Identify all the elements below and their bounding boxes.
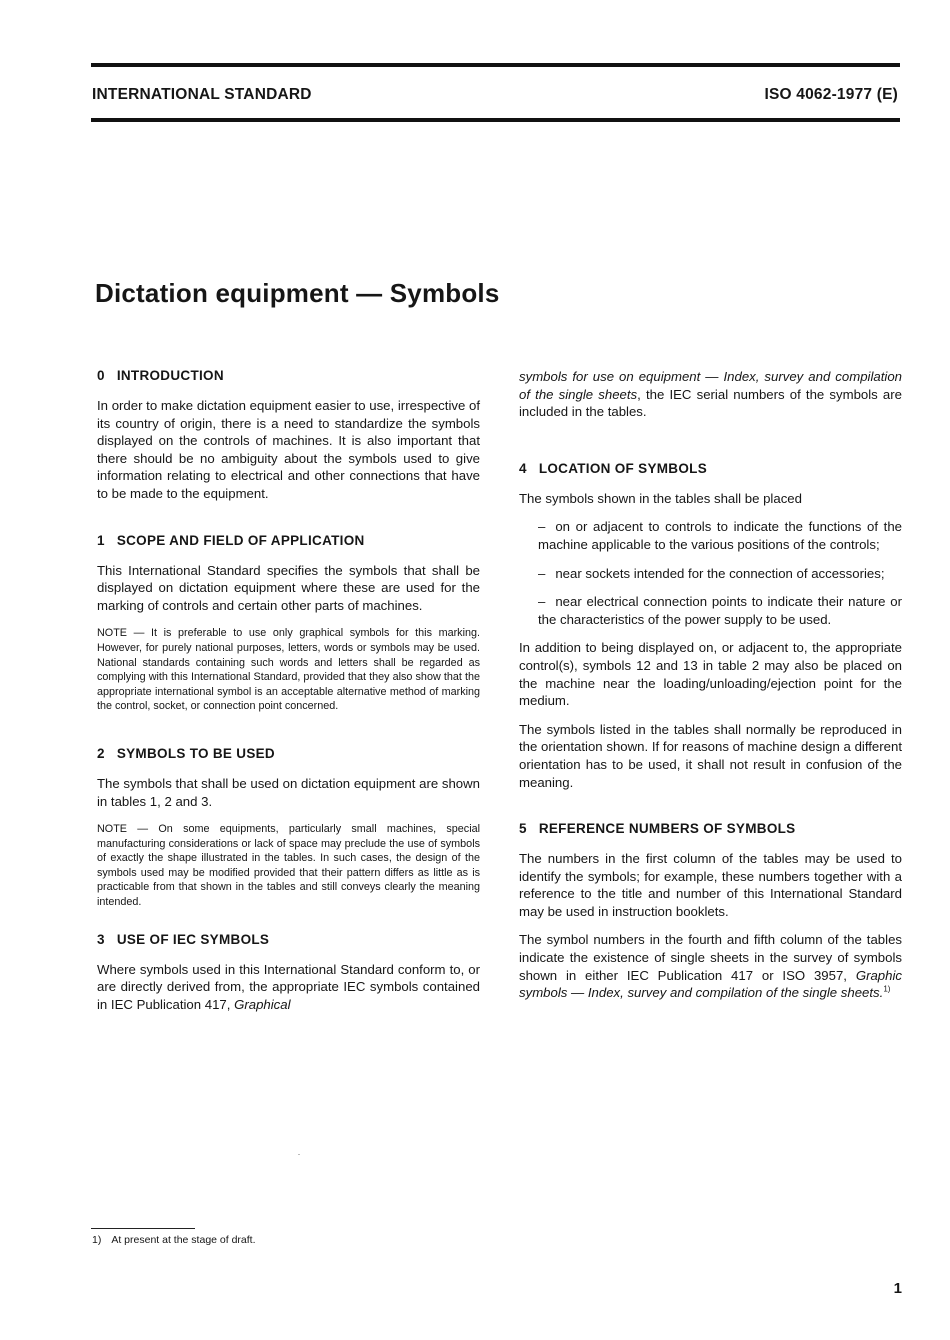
list-item-text: near electrical connection points to indicate their nature or the characteristics of the power supply to be used. — [538, 594, 902, 627]
paragraph: The symbols listed in the tables shall normally be reproduced in the orientation shown. If for reasons of machine design a different orientation has to be used, it shall not result in confusion of the meaning. — [519, 721, 902, 790]
section-scope — [97, 533, 480, 714]
document-type: INTERNATIONAL STANDARD — [92, 86, 312, 103]
section-heading — [519, 461, 902, 476]
paragraph-continuation — [519, 368, 902, 421]
list-item — [538, 565, 902, 583]
section-heading — [97, 932, 480, 947]
footnote-mark: 1) — [92, 1234, 102, 1246]
section-title: INTRODUCTION — [116, 368, 224, 383]
section-number: 2 — [97, 745, 105, 761]
list-dash: – — [538, 594, 546, 610]
section-number: 3 — [97, 931, 105, 947]
section-number: 0 — [97, 368, 105, 383]
publication-title: Graphical — [234, 996, 291, 1012]
paragraph: The symbols that shall be used on dictation equipment are shown in tables 1, 2 and 3. — [97, 775, 480, 809]
section-heading — [97, 746, 480, 761]
placement-list — [519, 518, 902, 628]
section-title: SCOPE AND FIELD OF APPLICATION — [116, 532, 365, 548]
text-run: , the IEC serial numbers of the symbols are included in the tables. — [519, 386, 902, 420]
right-column — [519, 368, 902, 1002]
paragraph: In order to make dictation equipment easier to use, irrespective of its country of origin, there is a need to standardize the symbols displayed on the controls of machines. It is also important that there should be no ambiguity about the symbols used to give information relating to electrical and other connections that have to be made to the equipment. — [97, 398, 480, 501]
section-number: 4 — [519, 460, 527, 476]
list-item — [538, 518, 902, 553]
publication-title-continued: symbols for use on equipment — Index, survey and compilation of the single sheets — [519, 369, 902, 402]
left-column — [97, 368, 480, 1013]
paragraph: The symbols shown in the tables shall be placed — [519, 490, 802, 506]
paragraph — [97, 961, 480, 1014]
section-number: 1 — [97, 532, 105, 548]
section-reference-numbers — [519, 821, 902, 1002]
section-heading — [97, 533, 480, 548]
section-title: USE OF IEC SYMBOLS — [116, 931, 270, 947]
header-rule-bottom — [91, 118, 900, 122]
section-location-of-symbols — [519, 461, 902, 791]
section-use-of-iec-symbols — [97, 932, 480, 1014]
header-rule-top — [91, 63, 900, 67]
section-symbols-to-be-used — [97, 746, 480, 910]
paragraph: In addition to being displayed on, or adjacent to, the appropriate control(s), symbols 12 and 13 in table 2 may also be placed on the machine near the loading/unloading/ejection point for the medium. — [519, 640, 902, 709]
publication-title: Graphic symbols — Index, survey and compilation of the single sheets. — [519, 967, 902, 1001]
paragraph: This International Standard specifies the symbols that shall be displayed on dictation equipment where these are used for the marking of controls and certain other parts of machines. — [97, 562, 480, 613]
footnote — [92, 1234, 256, 1246]
list-item-text: on or adjacent to controls to indicate the functions of the machine applicable to the various positions of the controls; — [538, 519, 902, 552]
text-run: The symbol numbers in the fourth and fifth column of the tables indicate the existence of single sheets in the survey of symbols shown in either IEC Publication 417 or ISO 3957, — [519, 932, 902, 983]
section-title: SYMBOLS TO BE USED — [116, 745, 275, 761]
section-title: LOCATION OF SYMBOLS — [538, 460, 708, 476]
page-number: 1 — [893, 1280, 902, 1297]
list-dash: – — [538, 565, 546, 581]
section-heading — [519, 821, 902, 836]
section-number: 5 — [519, 821, 527, 837]
note: NOTE — On some equipments, particularly small machines, special manufacturing considerations or lack of space may preclude the use of symbols of exactly the shape illustrated in the tables. In such cases, the design of the symbols used may be modified provided that their pattern differs as little as is practicable from that shown in the tables and still conveys clearly the meaning intended. — [97, 823, 480, 909]
paragraph: The numbers in the first column of the tables may be used to identify the symbols; for example, these numbers together with a reference to the title and number of this International Standard may be used in instruction booklets. — [519, 851, 902, 919]
footnote-rule — [91, 1228, 195, 1229]
section-introduction — [97, 368, 480, 503]
note: NOTE — It is preferable to use only graphical symbols for this marking. However, for purely national purposes, letters, words or symbols may be used. National standards containing such words and letters shall be regarded as complying with this International Standard, provided that they also show that the appropriate international symbol is an acceptable alternative method of marking the control, socket, or connection point concerned. — [97, 627, 480, 713]
scan-speck — [298, 1154, 300, 1155]
document-number: ISO 4062-1977 (E) — [764, 86, 898, 103]
footnote-reference: 1) — [883, 984, 891, 994]
section-title: REFERENCE NUMBERS OF SYMBOLS — [538, 821, 796, 837]
list-item-text: near sockets intended for the connection of accessories; — [555, 565, 885, 581]
list-item — [538, 593, 902, 628]
footnote-text: At present at the stage of draft. — [111, 1234, 256, 1246]
document-title: Dictation equipment — Symbols — [95, 278, 500, 308]
list-dash: – — [538, 519, 546, 535]
text-run: Where symbols used in this International Standard conform to, or are directly derived from, the appropriate IEC symbols contained in IEC Publication 417, — [97, 961, 480, 1012]
section-heading — [97, 368, 480, 383]
paragraph — [519, 931, 902, 1001]
